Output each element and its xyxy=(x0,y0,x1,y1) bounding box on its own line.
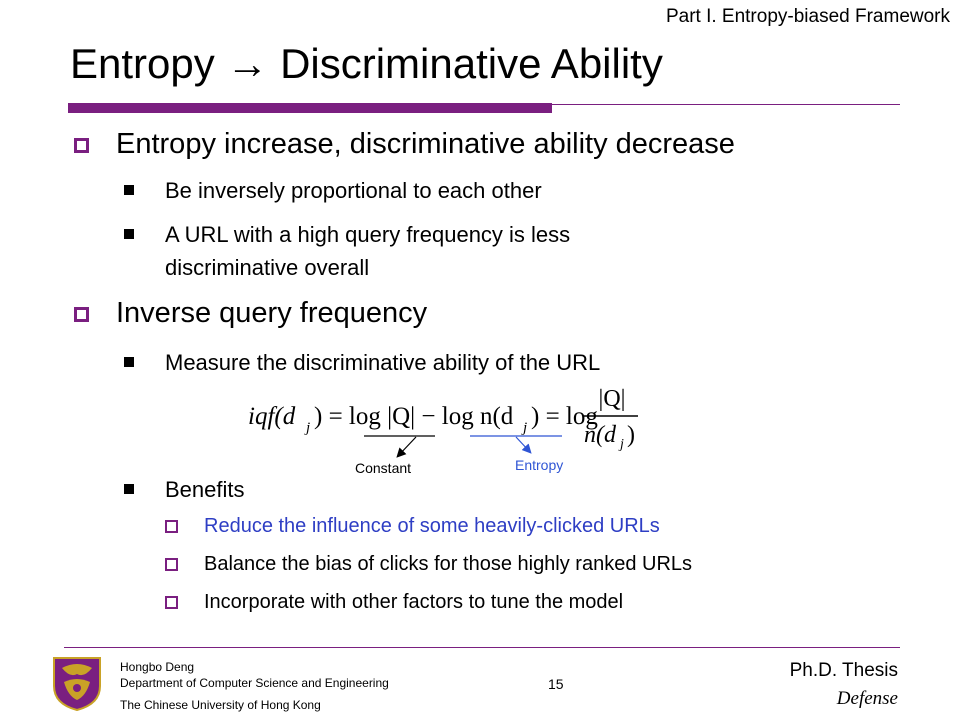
university: The Chinese University of Hong Kong xyxy=(120,698,321,712)
hollow-square-bullet-icon xyxy=(165,596,178,609)
constant-annotation: Constant xyxy=(355,460,412,476)
square-bullet-icon xyxy=(124,357,134,367)
benefits-label: Benefits xyxy=(165,477,245,502)
thesis-subtitle: Defense xyxy=(836,688,898,709)
title-underline-thin xyxy=(552,104,900,105)
point-2-measure: Measure the discriminative ability of the URL xyxy=(165,350,601,375)
title-underline-thick xyxy=(68,103,552,113)
svg-text:) = log: ) = log xyxy=(531,403,598,430)
square-bullet-icon xyxy=(124,484,134,494)
svg-text:j: j xyxy=(306,420,311,436)
point-1-sub-2: A URL with a high query frequency is less xyxy=(165,222,571,247)
iqf-formula xyxy=(240,380,640,480)
point-2-text: Inverse query frequency xyxy=(116,297,428,329)
university-crest-icon xyxy=(48,652,106,712)
footer-divider xyxy=(64,647,900,648)
author-name: Hongbo Deng xyxy=(120,660,195,674)
page-number: 15 xyxy=(548,676,564,692)
benefit-2: Balance the bias of clicks for those highly ranked URLs xyxy=(204,553,693,575)
benefit-1: Reduce the influence of some heavily-clicked URLs xyxy=(204,515,660,537)
hollow-square-bullet-icon xyxy=(74,138,89,153)
svg-text:): ) xyxy=(627,422,635,448)
svg-text:j: j xyxy=(620,437,624,452)
part-label: Part I. Entropy-biased Framework xyxy=(665,6,950,27)
hollow-square-bullet-icon xyxy=(165,558,178,571)
point-1-sub-2-cont: discriminative overall xyxy=(165,255,370,280)
svg-text:) = log |Q| − log n(d: ) = log |Q| − log n(d xyxy=(314,403,514,430)
square-bullet-icon xyxy=(124,229,134,239)
hollow-square-bullet-icon xyxy=(74,307,89,322)
point-1-text: Entropy increase, discriminative ability decrease xyxy=(116,128,735,160)
hollow-square-bullet-icon xyxy=(165,520,178,533)
entropy-annotation: Entropy xyxy=(515,457,564,473)
department: Department of Computer Science and Engineering xyxy=(120,676,389,690)
square-bullet-icon xyxy=(124,185,134,195)
point-1-sub-1: Be inversely proportional to each other xyxy=(165,178,542,203)
svg-text:|Q|: |Q| xyxy=(598,386,626,412)
slide-title: Entropy → Discriminative Ability xyxy=(70,40,663,87)
svg-text:j: j xyxy=(523,420,528,436)
svg-text:n(d: n(d xyxy=(584,422,616,448)
svg-text:iqf(d: iqf(d xyxy=(248,403,296,430)
benefit-3: Incorporate with other factors to tune the model xyxy=(204,591,624,613)
thesis-title: Ph.D. Thesis xyxy=(789,660,898,681)
